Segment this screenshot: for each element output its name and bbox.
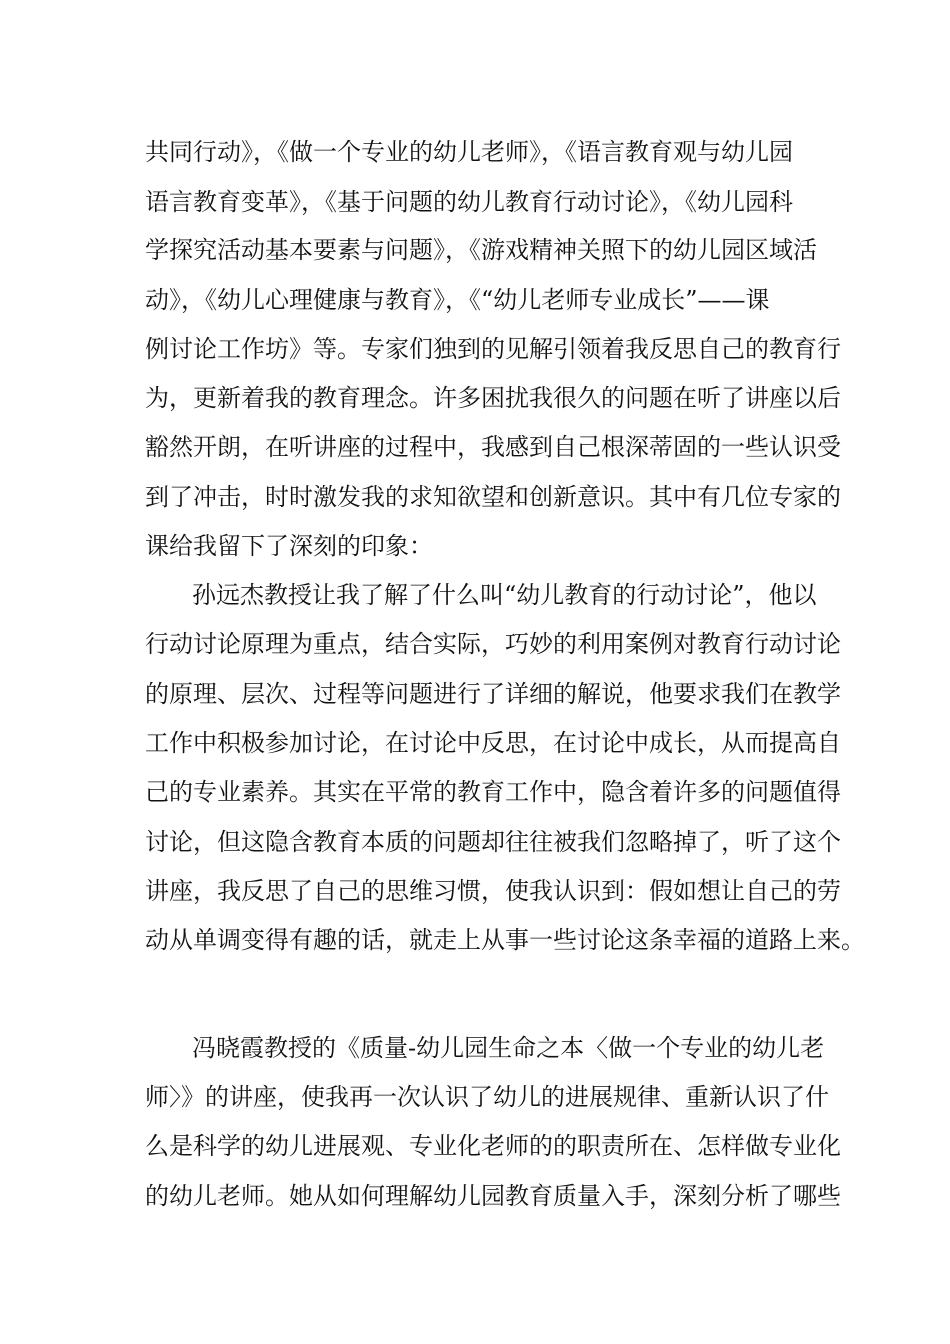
text-line: 豁然开朗，在听讲座的过程中，我感到自己根深蒂固的一些认识受 <box>145 433 841 461</box>
text-line: 例讨论工作坊》等。专家们独到的见解引领着我反思自己的教育行 <box>145 335 841 363</box>
paragraph-first-line: 冯晓霞教授的《质量-幼儿园生命之本〈做一个专业的幼儿老 <box>192 1034 825 1062</box>
text-line: 动》，《幼儿心理健康与教育》，《“幼儿老师专业成长”——课 <box>145 286 770 314</box>
text-line: 共同行动》，《做一个专业的幼儿老师》，《语言教育观与幼儿园 <box>145 138 793 166</box>
text-line: 讲座，我反思了自己的思维习惯，使我认识到：假如想让自己的劳 <box>145 877 841 905</box>
text-line: 动从单调变得有趣的话，就走上从事一些讨论这条幸福的道路上来。 <box>145 926 865 954</box>
text-line: 的幼儿老师。她从如何理解幼儿园教育质量入手，深刻分析了哪些 <box>145 1182 841 1210</box>
text-line: 师〉》的讲座，使我再一次认识了幼儿的进展规律、重新认识了什 <box>145 1083 829 1111</box>
text-line: 语言教育变革》，《基于问题的幼儿教育行动讨论》，《幼儿园科 <box>145 188 793 216</box>
paragraph-first-line: 孙远杰教授让我了解了什么叫“幼儿教育的行动讨论”，他以 <box>192 581 817 609</box>
text-line: 为，更新着我的教育理念。许多困扰我很久的问题在听了讲座以后 <box>145 384 841 412</box>
text-line: 课给我留下了深刻的印象： <box>145 532 433 560</box>
text-line: 行动讨论原理为重点，结合实际，巧妙的利用案例对教育行动讨论 <box>145 630 841 658</box>
text-line: 工作中积极参加讨论，在讨论中反思，在讨论中成长，从而提高自 <box>145 729 841 757</box>
text-line: 学探究活动基本要素与问题》，《游戏精神关照下的幼儿园区域活 <box>145 236 817 264</box>
text-line: 己的专业素养。其实在平常的教育工作中，隐含着许多的问题值得 <box>145 778 841 806</box>
text-line: 讨论，但这隐含教育本质的问题却往往被我们忽略掉了，听了这个 <box>145 828 841 856</box>
text-line: 到了冲击，时时激发我的求知欲望和创新意识。其中有几位专家的 <box>145 483 841 511</box>
text-line: 么是科学的幼儿进展观、专业化老师的的职责所在、怎样做专业化 <box>145 1132 841 1160</box>
text-line: 的原理、层次、过程等问题进行了详细的解说，他要求我们在教学 <box>145 680 841 708</box>
